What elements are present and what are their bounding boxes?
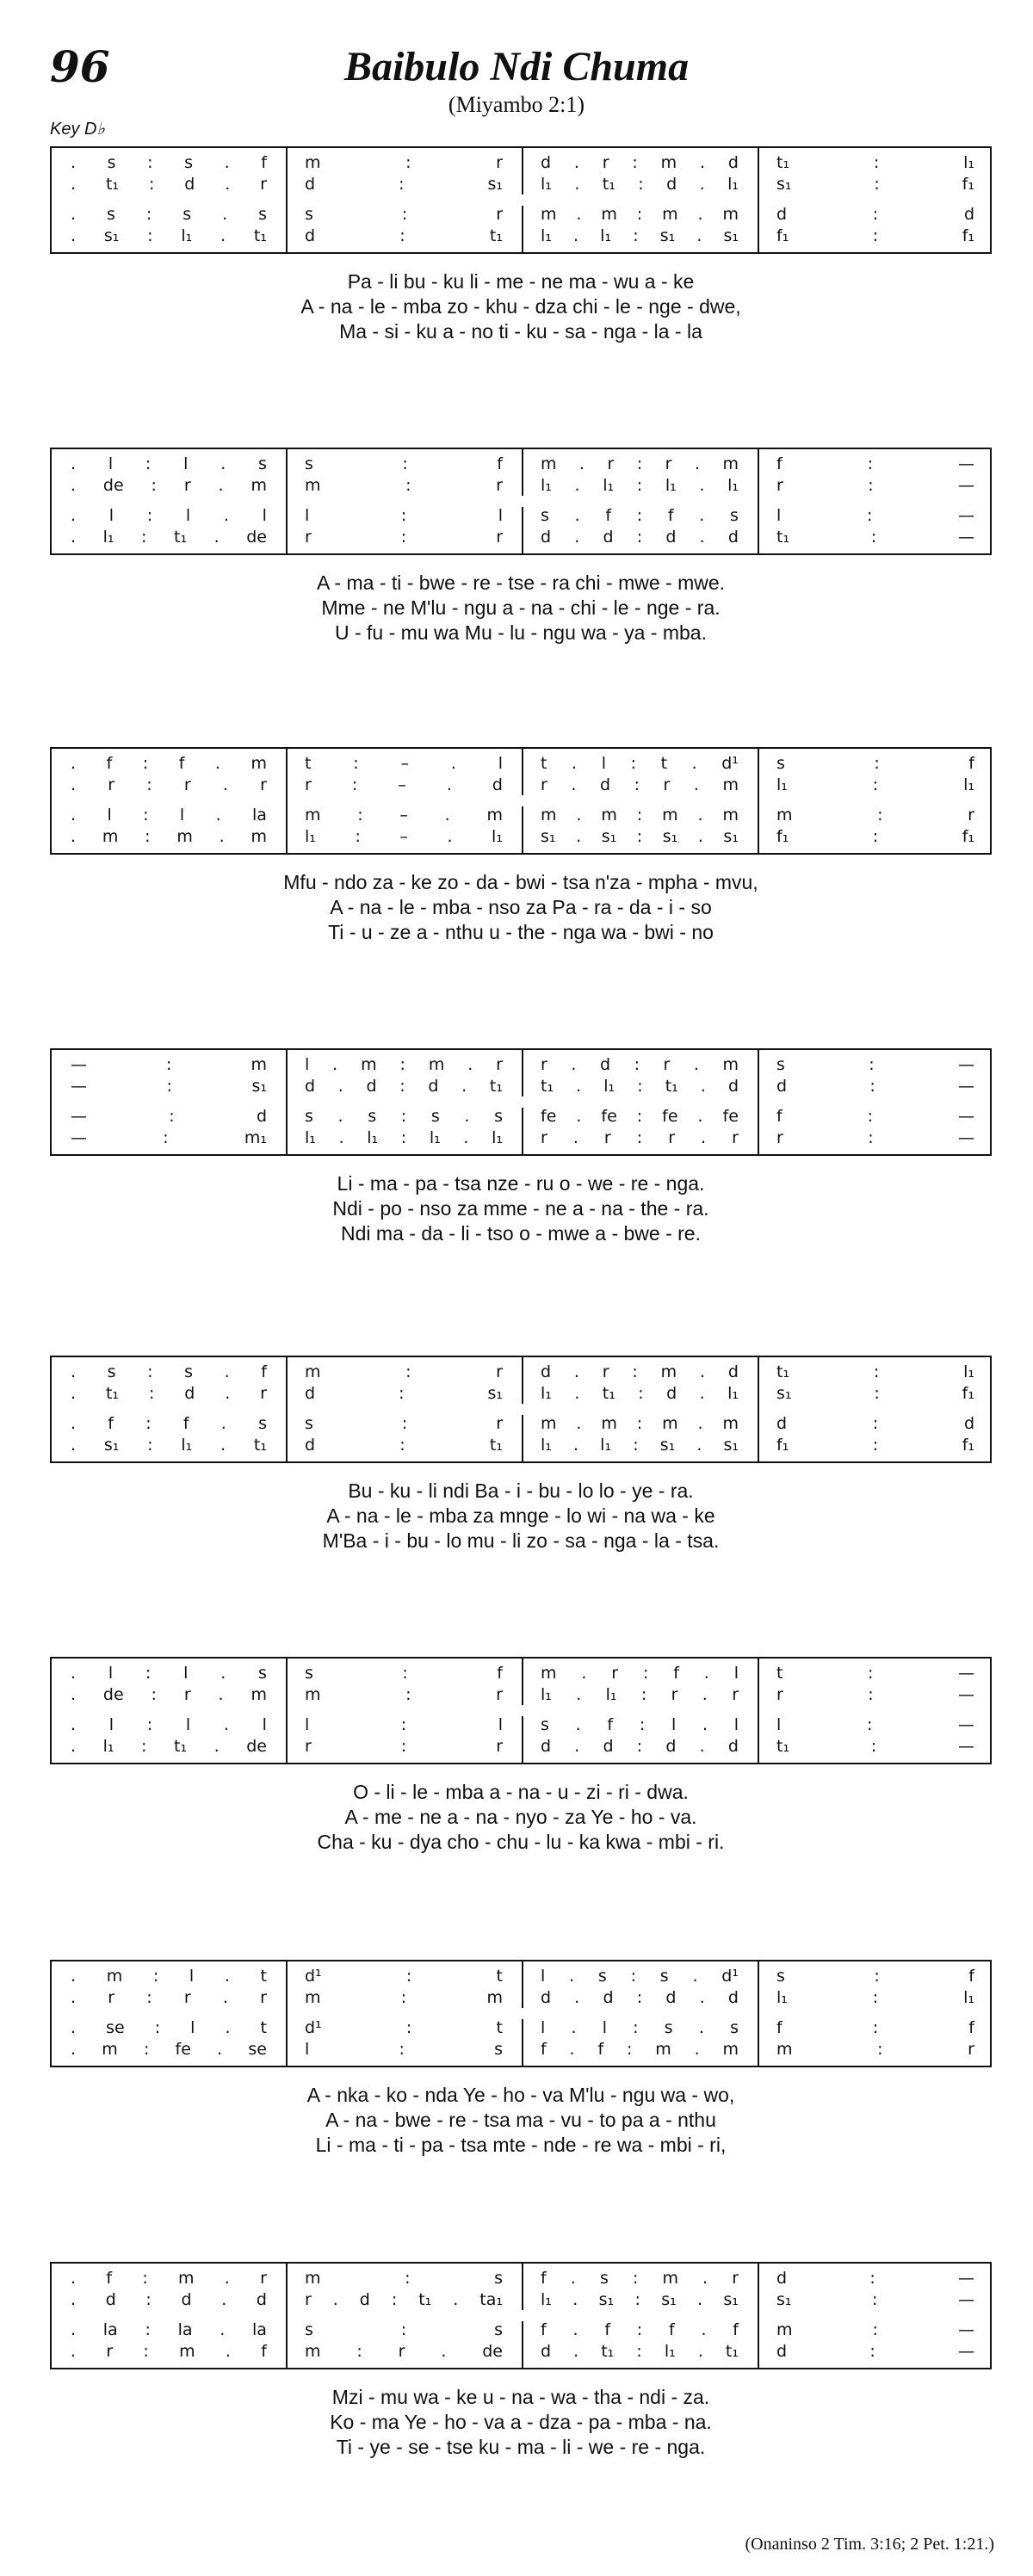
solfa-notes: . de : r . m — [71, 1685, 267, 1704]
lyrics-block — [50, 1171, 992, 1246]
lyrics-block — [50, 1780, 992, 1855]
solfa-notes: . l : l . l — [71, 1715, 267, 1734]
solfa-notes: s₁ : f₁ — [776, 175, 974, 194]
lyric-line: Ndi ma - da - li - tso o - mwe a - bwe - re. — [341, 1222, 701, 1245]
lyrics-block — [50, 571, 992, 646]
solfa-notes: . f : f . s — [71, 1414, 267, 1433]
barline — [522, 1108, 523, 1154]
solfa-notes: f : — — [776, 454, 974, 473]
barline — [522, 1415, 523, 1461]
solfa-notes: f₁ : f₁ — [776, 226, 974, 245]
solfa-notes: m : r — [305, 476, 503, 495]
solfa-notes: m . m : m . m — [541, 1414, 739, 1433]
solfa-notes: s . s : s . s — [305, 1107, 503, 1126]
solfa-notes: d : s₁ — [305, 1384, 503, 1403]
solfa-notes: . r : m . f — [71, 2342, 267, 2361]
solfa-notes: s₁ . s₁ : s₁ . s₁ — [541, 827, 739, 846]
solfa-notes: . s₁ : l₁ . t₁ — [71, 1436, 267, 1455]
lyric-line: A - nka - ko - nda Ye - ho - va M'lu - ngu wa - wo, — [306, 2084, 735, 2106]
barline — [758, 449, 759, 553]
solfa-notes: m : r — [776, 2040, 974, 2059]
solfa-notes: . s : s . f — [71, 153, 267, 172]
music-system — [50, 1960, 992, 2158]
solfa-notes: l₁ . s₁ : s₁ . s₁ — [541, 2290, 739, 2309]
solfa-notes: t₁ : — — [776, 1737, 974, 1756]
lyric-line: Mfu - ndo za - ke zo - da - bwi - tsa n'za - mpha - mvu, — [283, 871, 758, 893]
solfa-notes: s : f — [776, 1967, 974, 1986]
barline — [522, 507, 523, 553]
barline — [522, 1659, 523, 1705]
solfa-notes: r . d : r . m — [541, 1055, 739, 1074]
solfa-notes: l₁ . l₁ : r . r — [541, 1685, 739, 1704]
solfa-notes: m . m : m . m — [541, 806, 739, 825]
lyric-line: U - fu - mu wa Mu - lu - ngu wa - ya - mba. — [334, 621, 707, 644]
solfa-notes: m . r : r . m — [541, 454, 739, 473]
lyric-line: A - na - le - mba za mnge - lo wi - na wa - ke — [326, 1504, 715, 1527]
solfa-notes: d : d — [776, 1414, 974, 1433]
lyric-line: Mzi - mu wa - ke u - na - wa - tha - ndi - za. — [331, 2386, 710, 2408]
barline — [758, 1961, 759, 2066]
solfa-notes: t₁ : — — [776, 528, 974, 547]
lyric-line: Cha - ku - dya cho - chu - lu - ka kwa - mbi - ri. — [317, 1831, 725, 1853]
solfa-notes: s : f — [776, 754, 974, 773]
solfa-notes: . r : r . r — [71, 1988, 267, 2007]
solfa-notes: d : — — [776, 2269, 974, 2288]
music-system — [50, 2262, 992, 2460]
solfa-notes: s : — — [776, 1055, 974, 1074]
solfa-notes: s₁ : — — [776, 2290, 974, 2309]
lyric-line: A - ma - ti - bwe - re - tse - ra chi - mwe - mwe. — [316, 571, 726, 594]
solfa-notes: . r : r . r — [71, 775, 267, 794]
solfa-notes: d : s₁ — [305, 175, 503, 194]
solfa-notes: s . f : l . l — [541, 1715, 739, 1734]
solfa-notes: r : – . d — [305, 775, 503, 794]
solfa-notes: t . l : t . d¹ — [541, 754, 739, 773]
hymn-number: 96 — [50, 41, 110, 92]
lyric-line: Pa - li bu - ku li - me - ne ma - wu a - ke — [347, 270, 695, 293]
solfa-notes: l₁ . l₁ : s₁ . s₁ — [541, 1436, 739, 1455]
solfa-notes: r : r — [305, 528, 503, 547]
solfa-notes: s : f — [305, 1664, 503, 1683]
barline — [286, 1659, 288, 1763]
scripture-reference: (Miyambo 2:1) — [448, 92, 585, 117]
solfa-notes: . l₁ : t₁ . de — [71, 528, 267, 547]
solfa-notes: l : — — [776, 1715, 974, 1734]
music-system — [50, 146, 992, 344]
solfa-notes: . f : f . m — [71, 754, 267, 773]
lyric-line: A - na - le - mba zo - khu - dza chi - le - nge - dwe, — [300, 295, 741, 318]
solfa-notes: m : m — [305, 1988, 503, 2007]
barline — [522, 749, 523, 795]
barline — [758, 148, 759, 252]
solfa-notes: m : r — [776, 806, 974, 825]
solfa-notes: l . m : m . r — [305, 1055, 503, 1074]
solfa-notes: . d : d . d — [71, 2290, 267, 2309]
barline — [522, 2321, 523, 2368]
solfa-notes: d . r : m . d — [541, 1362, 739, 1381]
barline — [522, 806, 523, 853]
lyric-line: M'Ba - i - bu - lo mu - li zo - sa - nga - la - tsa. — [322, 1529, 720, 1552]
lyrics-block — [50, 2385, 992, 2460]
lyric-line: A - na - bwe - re - tsa ma - vu - to pa a - nthu — [325, 2109, 716, 2131]
solfa-notes: d : — — [776, 1077, 974, 1096]
lyric-line: A - me - ne a - na - nyo - za Ye - ho - va. — [344, 1806, 697, 1828]
solfa-notes: t₁ : l₁ — [776, 1362, 974, 1381]
solfa-notes: r : r — [305, 1737, 503, 1756]
barline — [758, 1659, 759, 1763]
solfa-notes: t₁ . l₁ : t₁ . d — [541, 1077, 739, 1096]
solfa-notes: . l : l . l — [71, 506, 267, 525]
solfa-notes: . la : la . la — [71, 2320, 267, 2339]
solfa-staff — [50, 146, 992, 254]
lyric-line: Li - ma - ti - pa - tsa mte - nde - re wa - mbi - ri, — [315, 2134, 727, 2156]
barline — [758, 1050, 759, 1154]
barline — [522, 1357, 523, 1404]
solfa-notes: l₁ . t₁ : d . l₁ — [541, 1384, 739, 1403]
solfa-notes: d . d : d . t₁ — [305, 1077, 503, 1096]
solfa-notes: f . f : m . m — [541, 2040, 739, 2059]
solfa-notes: m : r — [305, 1685, 503, 1704]
solfa-notes: . s : s . s — [71, 205, 267, 224]
lyric-line: Li - ma - pa - tsa nze - ru o - we - re - nga. — [337, 1172, 705, 1195]
music-system — [50, 448, 992, 646]
barline — [522, 206, 523, 252]
solfa-staff — [50, 448, 992, 555]
solfa-notes: l : — — [776, 506, 974, 525]
solfa-notes: — : m — [71, 1055, 267, 1074]
solfa-notes: . s₁ : l₁ . t₁ — [71, 226, 267, 245]
barline — [522, 148, 523, 195]
lyric-line: Ko - ma Ye - ho - va a - dza - pa - mba - na. — [330, 2411, 712, 2433]
barline — [522, 1050, 523, 1096]
solfa-notes: f₁ : f₁ — [776, 827, 974, 846]
solfa-notes: d¹ : t — [305, 1967, 503, 1986]
solfa-notes: l₁ : – . l₁ — [305, 827, 503, 846]
lyric-line: Ndi - po - nso za mme - ne a - na - the - ra. — [332, 1197, 709, 1220]
solfa-notes: f : — — [776, 1107, 974, 1126]
solfa-notes: m : r . de — [305, 2342, 503, 2361]
solfa-notes: l₁ : l₁ — [776, 775, 974, 794]
barline — [522, 449, 523, 496]
key-signature: Key D♭ — [50, 120, 105, 139]
solfa-notes: . m : m . m — [71, 827, 267, 846]
solfa-notes: . m : fe . se — [71, 2040, 267, 2059]
solfa-notes: fe . fe : fe . fe — [541, 1107, 739, 1126]
solfa-notes: . l : l . s — [71, 1664, 267, 1683]
solfa-notes: d : — — [776, 2342, 974, 2361]
solfa-notes: f₁ : f₁ — [776, 1436, 974, 1455]
lyrics-block — [50, 2083, 992, 2158]
solfa-notes: r . r : r . r — [541, 1128, 739, 1147]
barline — [286, 1050, 288, 1154]
solfa-notes: m : – . m — [305, 806, 503, 825]
solfa-notes: l₁ : l₁ — [776, 1988, 974, 2007]
solfa-staff — [50, 1657, 992, 1764]
music-system — [50, 1356, 992, 1554]
solfa-notes: r : — — [776, 1128, 974, 1147]
solfa-notes: d . r : m . d — [541, 153, 739, 172]
solfa-notes: l₁ . l₁ : s₁ . s₁ — [541, 226, 739, 245]
solfa-notes: f . s : m . r — [541, 2269, 739, 2288]
solfa-notes: t : — — [776, 1664, 974, 1683]
footer-reference: (Onaninso 2 Tim. 3:16; 2 Pet. 1:21.) — [745, 2535, 994, 2554]
solfa-notes: r . d : r . m — [541, 775, 739, 794]
lyrics-block — [50, 1479, 992, 1554]
solfa-notes: . se : l . t — [71, 2018, 267, 2037]
solfa-notes: f . f : f . f — [541, 2320, 739, 2339]
solfa-notes: . t₁ : d . r — [71, 1384, 267, 1403]
lyric-line: O - li - le - mba a - na - u - zi - ri - dwa. — [353, 1781, 689, 1803]
solfa-notes: d . d : d . d — [541, 1988, 739, 2007]
solfa-notes: d . t₁ : l₁ . t₁ — [541, 2342, 739, 2361]
solfa-notes: r . d : t₁ . ta₁ — [305, 2290, 503, 2309]
lyrics-block — [50, 269, 992, 344]
solfa-notes: r : — — [776, 476, 974, 495]
solfa-notes: m : — — [776, 2320, 974, 2339]
lyric-line: Bu - ku - li ndi Ba - i - bu - lo lo - ye - ra. — [348, 1480, 694, 1502]
solfa-notes: . m : l . t — [71, 1967, 267, 1986]
music-system — [50, 1657, 992, 1855]
music-system — [50, 1048, 992, 1246]
solfa-notes: l₁ . l₁ : l₁ . l₁ — [541, 476, 739, 495]
solfa-notes: — : s₁ — [71, 1077, 267, 1096]
solfa-notes: l : s — [305, 2040, 503, 2059]
solfa-notes: d : t₁ — [305, 226, 503, 245]
barline — [522, 1961, 523, 2008]
solfa-notes: — : m₁ — [71, 1128, 267, 1147]
solfa-notes: m . m : m . m — [541, 205, 739, 224]
lyric-line: Ti - u - ze a - nthu u - the - nga wa - bwi - no — [328, 921, 714, 943]
barline — [286, 1961, 288, 2066]
lyric-line: Mme - ne M'lu - ngu a - na - chi - le - nge - ra. — [321, 596, 721, 619]
solfa-notes: . t₁ : d . r — [71, 175, 267, 194]
solfa-notes: s : r — [305, 1414, 503, 1433]
solfa-notes: r : — — [776, 1685, 974, 1704]
barline — [286, 2264, 288, 2368]
solfa-notes: . l : l . la — [71, 806, 267, 825]
solfa-staff — [50, 747, 992, 855]
solfa-notes: l : l — [305, 1715, 503, 1734]
solfa-notes: s : s — [305, 2320, 503, 2339]
solfa-notes: . l₁ : t₁ . de — [71, 1737, 267, 1756]
solfa-notes: t : – . l — [305, 754, 503, 773]
solfa-notes: . de : r . m — [71, 476, 267, 495]
solfa-notes: d : d — [776, 205, 974, 224]
solfa-notes: l . s : s . d¹ — [541, 1967, 739, 1986]
lyric-line: Ti - ye - se - tse ku - ma - li - we - re - nga. — [336, 2436, 706, 2458]
solfa-notes: d . d : d . d — [541, 1737, 739, 1756]
lyrics-block — [50, 870, 992, 945]
barline — [758, 2264, 759, 2368]
solfa-staff — [50, 1048, 992, 1156]
lyric-line: Ma - si - ku a - no ti - ku - sa - nga - la - la — [339, 320, 702, 343]
lyric-line: A - na - le - mba - nso za Pa - ra - da - i - so — [330, 896, 712, 918]
solfa-staff — [50, 2262, 992, 2369]
music-system — [50, 747, 992, 945]
solfa-notes: s : f — [305, 454, 503, 473]
solfa-notes: s : r — [305, 205, 503, 224]
barline — [758, 749, 759, 853]
solfa-notes: m . r : f . l — [541, 1664, 739, 1683]
barline — [522, 1716, 523, 1763]
solfa-notes: l : l — [305, 506, 503, 525]
solfa-notes: f : f — [776, 2018, 974, 2037]
solfa-notes: l . l : s . s — [541, 2018, 739, 2037]
solfa-notes: l₁ . t₁ : d . l₁ — [541, 175, 739, 194]
hymn-title: Baibulo Ndi Chuma — [343, 44, 690, 90]
solfa-notes: m : r — [305, 1362, 503, 1381]
barline — [522, 2019, 523, 2066]
solfa-notes: m : r — [305, 153, 503, 172]
solfa-notes: d . d : d . d — [541, 528, 739, 547]
solfa-notes: d : t₁ — [305, 1436, 503, 1455]
solfa-staff — [50, 1356, 992, 1463]
solfa-notes: . f : m . r — [71, 2269, 267, 2288]
solfa-staff — [50, 1960, 992, 2067]
solfa-notes: s₁ : f₁ — [776, 1384, 974, 1403]
solfa-notes: m : s — [305, 2269, 503, 2288]
barline — [758, 1357, 759, 1461]
barline — [286, 148, 288, 252]
solfa-notes: . s : s . f — [71, 1362, 267, 1381]
solfa-notes: . l : l . s — [71, 454, 267, 473]
solfa-notes: — : d — [71, 1107, 267, 1126]
solfa-notes: d¹ : t — [305, 2018, 503, 2037]
barline — [286, 449, 288, 553]
barline — [286, 1357, 288, 1461]
barline — [522, 2264, 523, 2310]
barline — [286, 749, 288, 853]
solfa-notes: s . f : f . s — [541, 506, 739, 525]
solfa-notes: l₁ . l₁ : l₁ . l₁ — [305, 1128, 503, 1147]
solfa-notes: t₁ : l₁ — [776, 153, 974, 172]
